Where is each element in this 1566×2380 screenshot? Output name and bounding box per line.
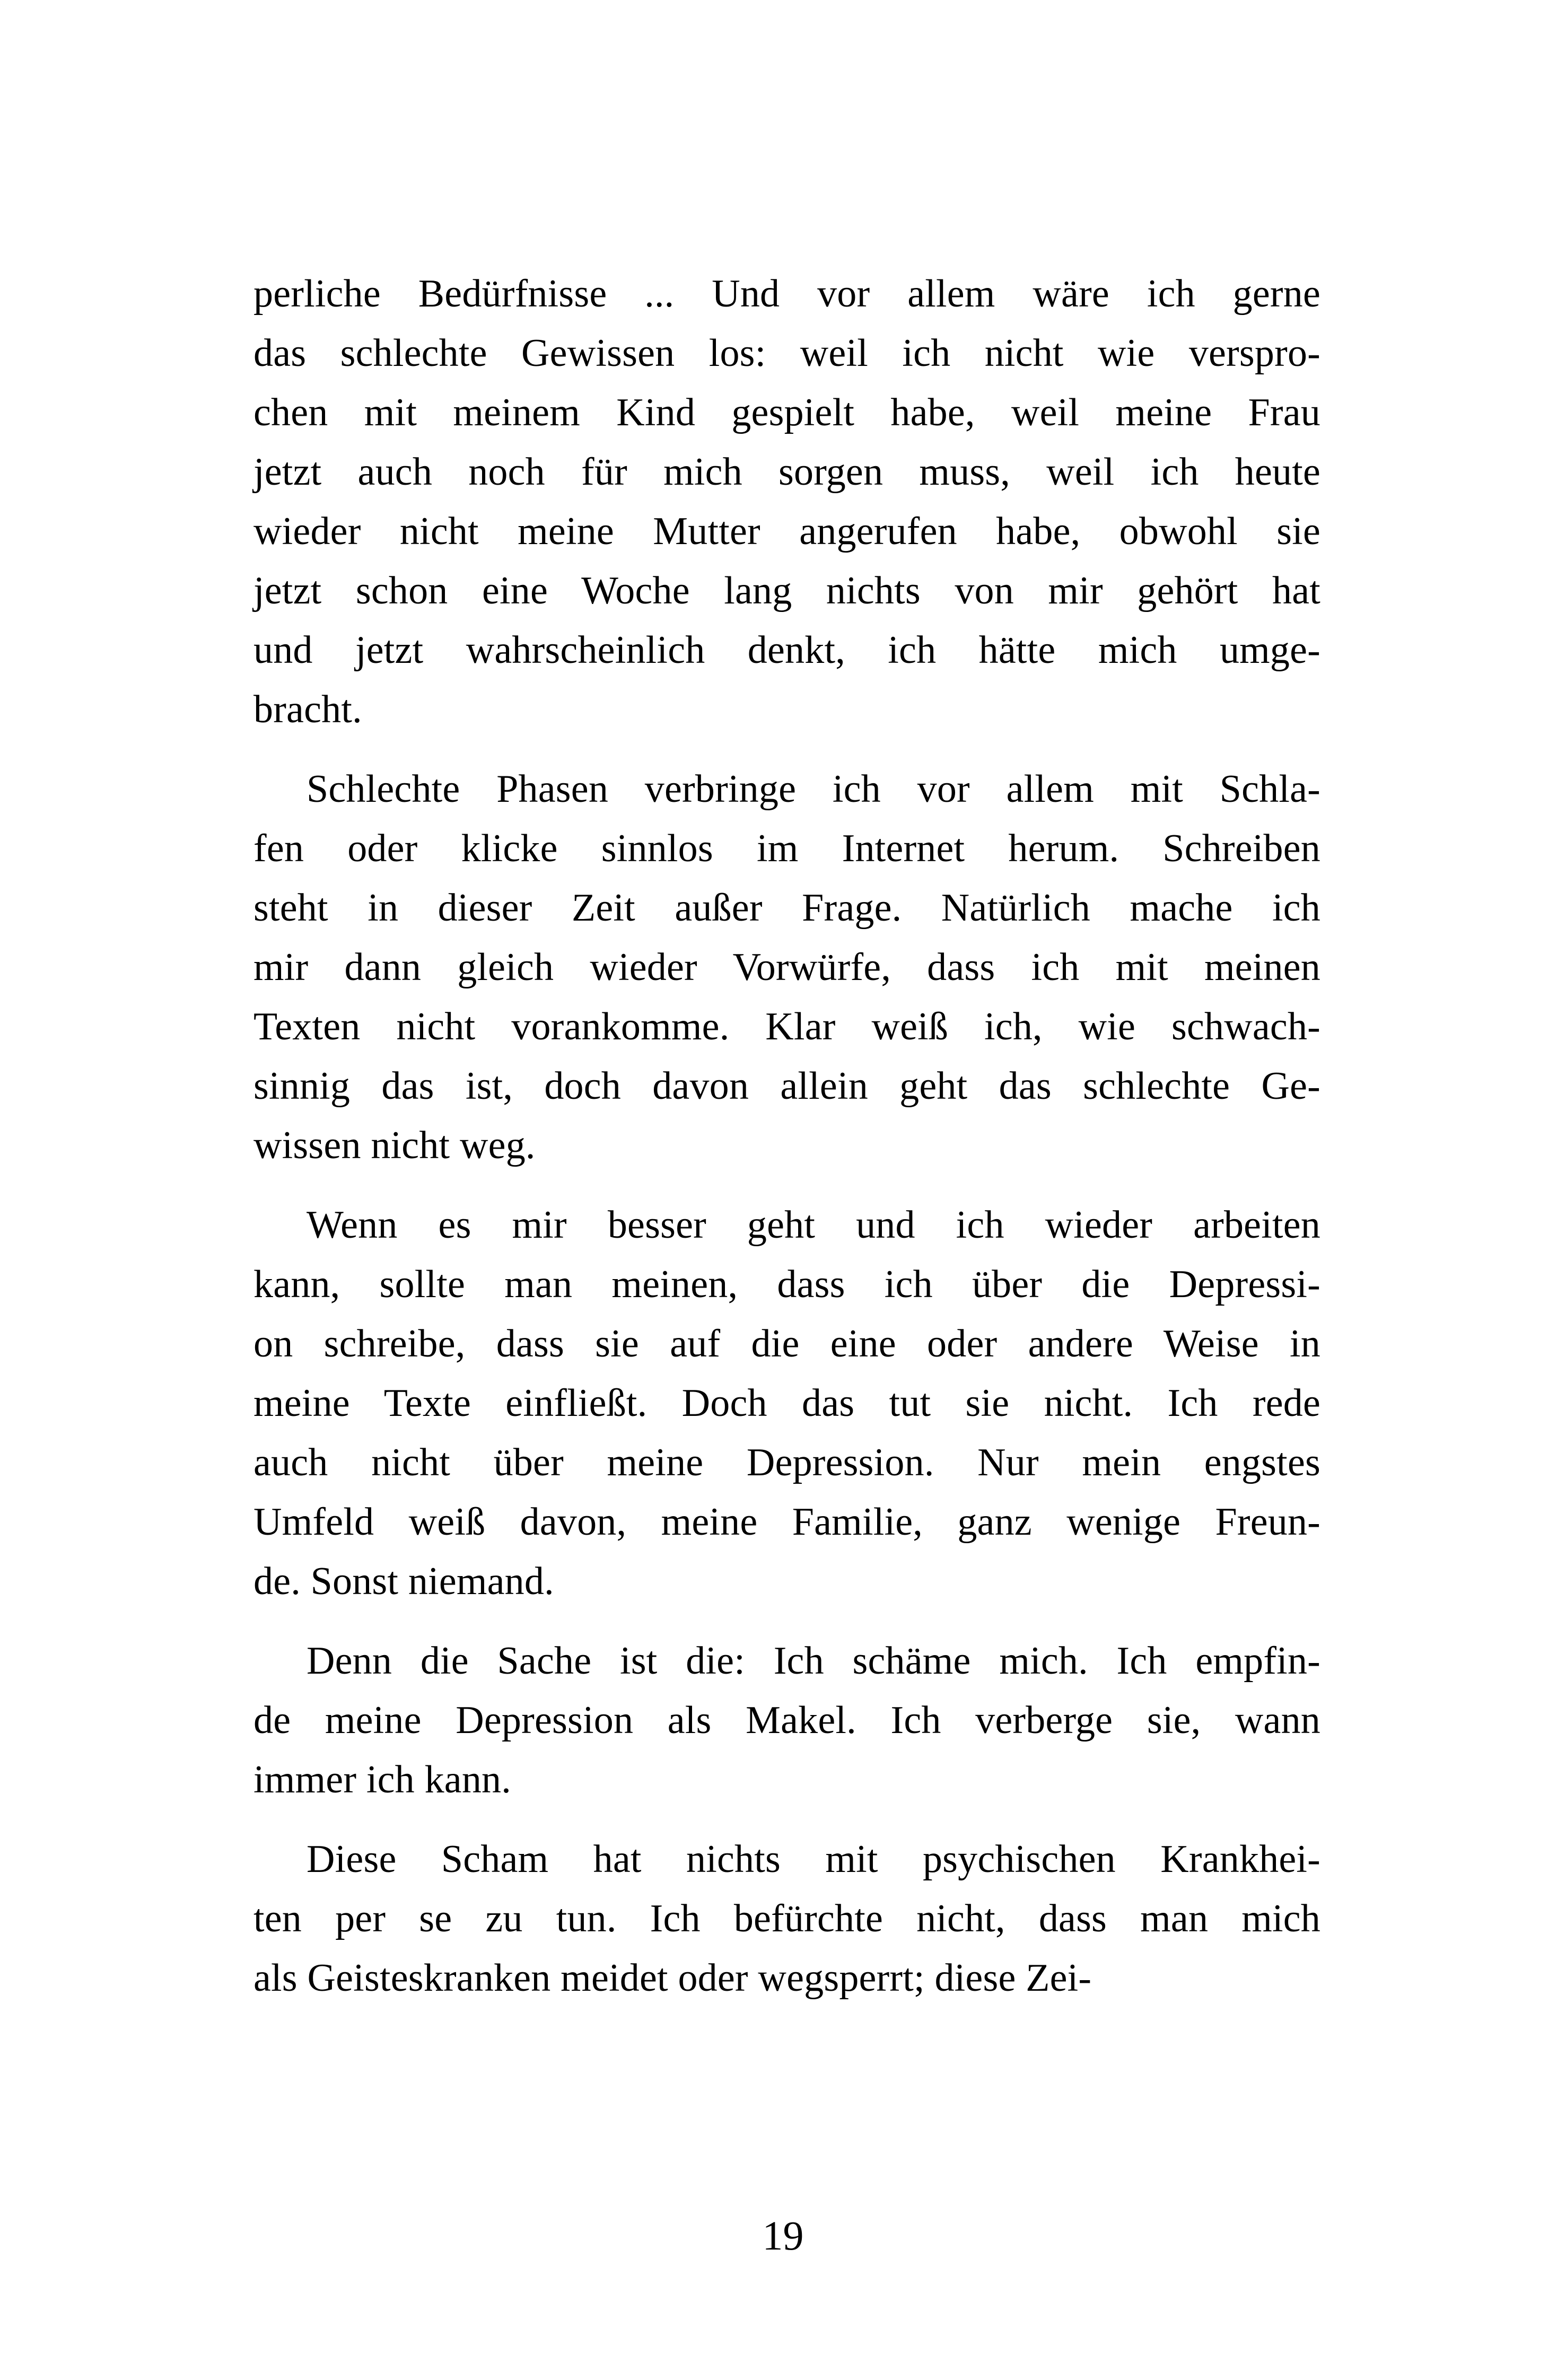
text-line: fen oder klicke sinnlos im Internet herum. Schreiben: [253, 827, 1320, 870]
text-line: de. Sonst niemand.: [253, 1560, 554, 1603]
text-line: ten per se zu tun. Ich befürchte nicht, dass man mich: [253, 1897, 1320, 1940]
paragraph: [253, 759, 1320, 1175]
text-line: Umfeld weiß davon, meine Familie, ganz wenige Freun-: [253, 1500, 1320, 1544]
text-line: meine Texte einfließt. Doch das tut sie nicht. Ich rede: [253, 1381, 1320, 1425]
text-line: das schlechte Gewissen los: weil ich nicht wie verspro-: [253, 331, 1320, 375]
text-line: bracht.: [253, 688, 362, 731]
text-line: immer ich kann.: [253, 1758, 511, 1801]
text-line: Denn die Sache ist die: Ich schäme mich. Ich empfin-: [307, 1639, 1320, 1683]
paragraph: [253, 264, 1320, 739]
text-line: auch nicht über meine Depression. Nur mein engstes: [253, 1441, 1320, 1484]
text-line: sinnig das ist, doch davon allein geht das schlechte Ge-: [253, 1064, 1320, 1108]
paragraph: [253, 1830, 1320, 2008]
text-line: jetzt auch noch für mich sorgen muss, weil ich heute: [253, 450, 1320, 494]
text-line: als Geisteskranken meidet oder wegsperrt; diese Zei-: [253, 1956, 1092, 2000]
text-line: und jetzt wahrscheinlich denkt, ich hätte mich umge-: [253, 628, 1320, 672]
text-line: chen mit meinem Kind gespielt habe, weil meine Frau: [253, 391, 1320, 434]
text-line: kann, sollte man meinen, dass ich über die Depressi-: [253, 1263, 1320, 1306]
text-block: [253, 264, 1320, 2008]
text-line: mir dann gleich wieder Vorwürfe, dass ich mit meinen: [253, 946, 1320, 989]
text-line: perliche Bedürfnisse ... Und vor allem wäre ich gerne: [253, 272, 1320, 316]
page-number: 19: [762, 2212, 804, 2259]
text-line: Texten nicht vorankomme. Klar weiß ich, wie schwach-: [253, 1005, 1320, 1048]
text-line: Schlechte Phasen verbringe ich vor allem mit Schla-: [307, 767, 1320, 811]
text-line: on schreibe, dass sie auf die eine oder andere Weise in: [253, 1322, 1320, 1366]
text-line: jetzt schon eine Woche lang nichts von mir gehört hat: [253, 569, 1320, 612]
text-line: wieder nicht meine Mutter angerufen habe, obwohl sie: [253, 510, 1320, 553]
text-line: Wenn es mir besser geht und ich wieder arbeiten: [307, 1203, 1320, 1247]
text-line: steht in dieser Zeit außer Frage. Natürlich mache ich: [253, 886, 1320, 930]
paragraph: [253, 1631, 1320, 1809]
text-line: de meine Depression als Makel. Ich verberge sie, wann: [253, 1699, 1320, 1742]
text-line: wissen nicht weg.: [253, 1124, 536, 1167]
paragraph: [253, 1195, 1320, 1611]
text-line: Diese Scham hat nichts mit psychischen Krankhei-: [307, 1838, 1320, 1881]
